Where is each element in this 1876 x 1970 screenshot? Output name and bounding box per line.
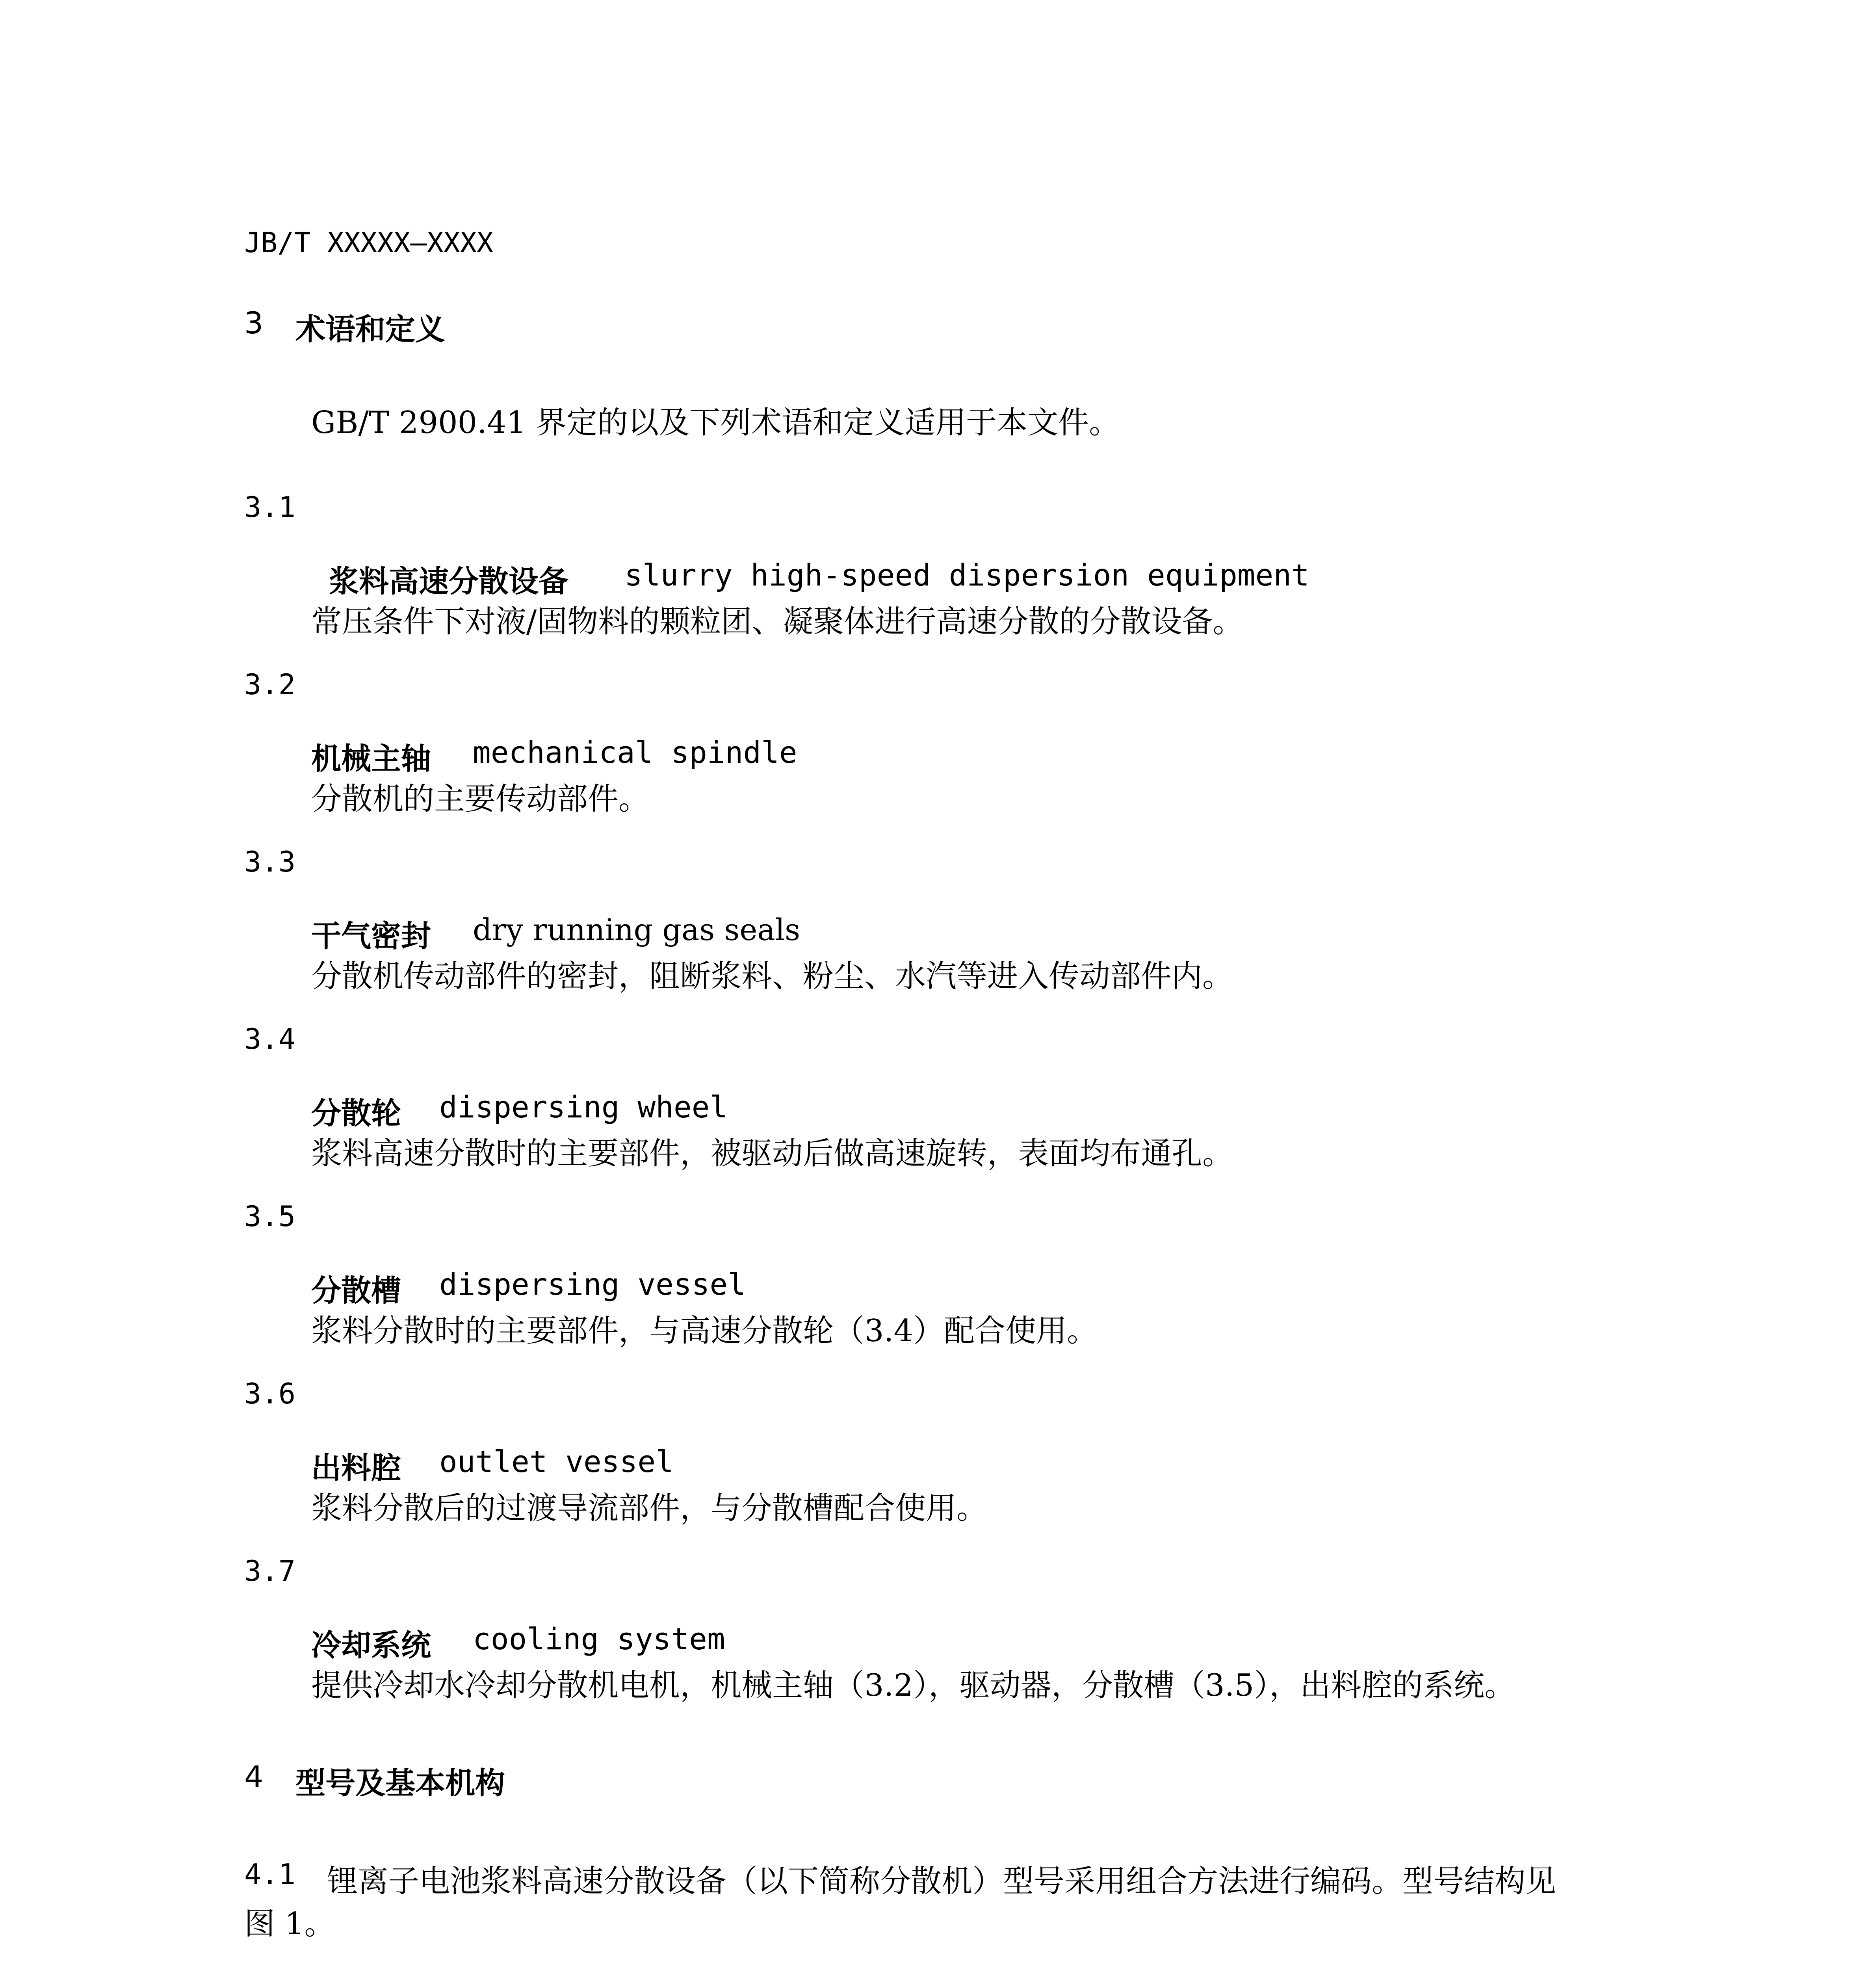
section-3-intro: GB/T 2900.41 界定的以及下列术语和定义适用于本文件。 xyxy=(311,405,1120,440)
term-number: 3.3 xyxy=(244,845,296,878)
term-number: 3.2 xyxy=(244,668,296,701)
term-number: 3.4 xyxy=(244,1022,296,1056)
term-chinese-name: 出料腔 xyxy=(311,1450,401,1485)
term-chinese-name: 浆料高速分散设备 xyxy=(329,564,568,599)
term-definition: 浆料高速分散时的主要部件，被驱动后做高速旋转，表面均布通孔。 xyxy=(311,1136,1233,1171)
term-chinese-name: 冷却系统 xyxy=(311,1628,431,1663)
term-definition: 分散机传动部件的密封，阻断浆料、粉尘、水汽等进入传动部件内。 xyxy=(311,959,1233,994)
term-definition: 分散机的主要传动部件。 xyxy=(311,781,650,817)
term-chinese-name: 干气密封 xyxy=(311,918,431,953)
term-english-name: cooling system xyxy=(473,1621,725,1656)
section-4-number: 4 xyxy=(244,1759,264,1794)
term-english-name: dry running gas seals xyxy=(473,912,801,947)
term-chinese-name: 分散槽 xyxy=(311,1273,401,1308)
term-number: 3.7 xyxy=(244,1554,296,1587)
document-code-header: JB/T XXXXX—XXXX xyxy=(244,227,494,259)
term-english-name: slurry high-speed dispersion equipment xyxy=(624,558,1309,593)
term-number: 3.5 xyxy=(244,1200,296,1233)
term-chinese-name: 机械主轴 xyxy=(311,741,431,776)
term-english-name: mechanical spindle xyxy=(473,735,797,770)
clause-text-line-1: 锂离子电池浆料高速分散设备（以下简称分散机）型号采用组合方法进行编码。型号结构见 xyxy=(327,1864,1557,1899)
term-number: 3.1 xyxy=(244,491,296,524)
clause-text-line-2: 图 1。 xyxy=(244,1906,335,1942)
section-3-title: 术语和定义 xyxy=(295,312,445,347)
term-english-name: dispersing wheel xyxy=(439,1089,728,1124)
term-definition: 浆料分散后的过渡导流部件，与分散槽配合使用。 xyxy=(311,1491,988,1526)
clause-number: 4.1 xyxy=(244,1858,296,1891)
term-definition: 提供冷却水冷却分散机电机，机械主轴（3.2），驱动器，分散槽（3.5），出料腔的系统。 xyxy=(311,1668,1516,1703)
section-4-title: 型号及基本机构 xyxy=(295,1766,505,1801)
term-english-name: outlet vessel xyxy=(439,1444,674,1479)
term-chinese-name: 分散轮 xyxy=(311,1096,401,1131)
term-definition: 浆料分散时的主要部件，与高速分散轮（3.4）配合使用。 xyxy=(311,1313,1098,1349)
term-definition: 常压条件下对液/固物料的颗粒团、凝聚体进行高速分散的分散设备。 xyxy=(311,604,1244,639)
section-3-number: 3 xyxy=(244,305,264,340)
term-english-name: dispersing vessel xyxy=(439,1267,746,1302)
term-number: 3.6 xyxy=(244,1377,296,1410)
